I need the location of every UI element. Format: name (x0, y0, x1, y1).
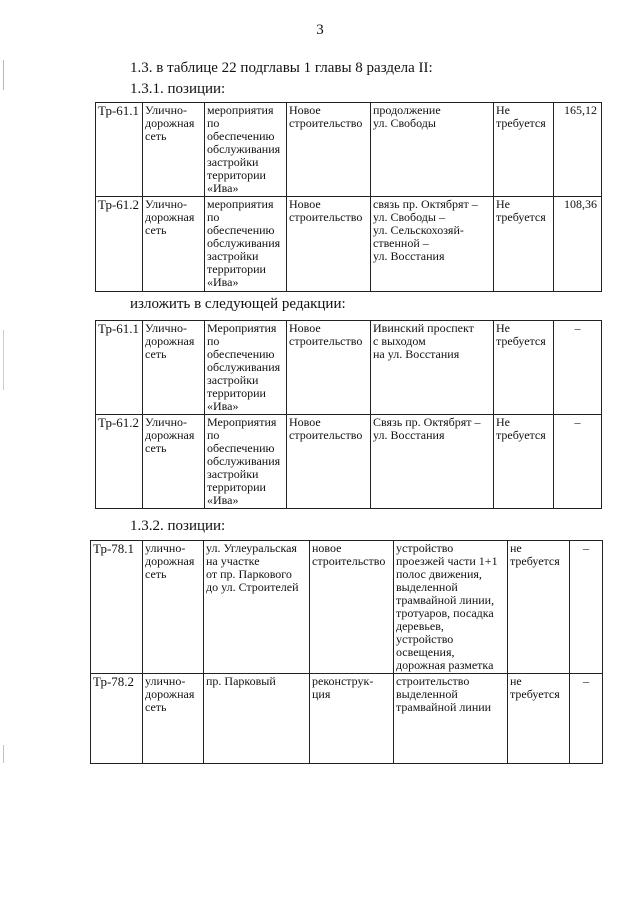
table-row (96, 103, 602, 197)
requirement-cell: Не требуется (494, 321, 554, 415)
description-cell: продолжение ул. Свободы (371, 103, 494, 197)
position-code: Тр-78.1 (91, 541, 143, 674)
subsection-heading: 1.3.1. позиции: (130, 81, 226, 97)
positions-table-old (95, 102, 602, 292)
value-cell: – (570, 541, 603, 674)
value-cell: – (554, 415, 602, 509)
value-cell: 108,36 (554, 197, 602, 292)
requirement-cell: Не требуется (494, 103, 554, 197)
positions-table-2 (90, 540, 603, 764)
instruction-heading: изложить в следующей редакции: (130, 296, 346, 312)
category-cell: улично- дорожная сеть (143, 541, 204, 674)
work-type-cell: Новое строительство (287, 415, 371, 509)
object-name-cell: Мероприятия по обеспечению обслуживания застройки территории «Ива» (205, 415, 287, 509)
description-cell: Связь пр. Октябрят – ул. Восстания (371, 415, 494, 509)
requirement-cell: Не требуется (494, 197, 554, 292)
object-name-cell: мероприятия по обеспечению обслуживания застройки территории «Ива» (205, 103, 287, 197)
position-code: Тр-61.2 (96, 197, 143, 292)
value-cell: 165,12 (554, 103, 602, 197)
category-cell: Улично- дорожная сеть (143, 415, 205, 509)
position-code: Тр-78.2 (91, 674, 143, 764)
work-type-cell: реконструк- ция (310, 674, 394, 764)
scan-mark (3, 330, 4, 390)
work-type-cell: Новое строительство (287, 103, 371, 197)
position-code: Тр-61.1 (96, 103, 143, 197)
work-type-cell: Новое строительство (287, 197, 371, 292)
table-row (96, 415, 602, 509)
table-row (96, 197, 602, 292)
position-code: Тр-61.1 (96, 321, 143, 415)
table-row (96, 321, 602, 415)
section-heading: 1.3. в таблице 22 подглавы 1 главы 8 раздела II: (130, 60, 433, 76)
work-type-cell: Новое строительство (287, 321, 371, 415)
page-number: 3 (316, 22, 324, 38)
object-name-cell: Мероприятия по обеспечению обслуживания застройки территории «Ива» (205, 321, 287, 415)
subsection-heading-2: 1.3.2. позиции: (130, 518, 226, 534)
positions-table-new (95, 320, 602, 509)
category-cell: Улично- дорожная сеть (143, 321, 205, 415)
description-cell: строительство выделенной трамвайной линии (394, 674, 508, 764)
object-name-cell: пр. Парковый (204, 674, 310, 764)
category-cell: Улично- дорожная сеть (143, 103, 205, 197)
description-cell: устройство проезжей части 1+1 полос движения, выделенной трамвайной линии, тротуаров, посадка деревьев, устройство освещения, дорожная разметка (394, 541, 508, 674)
value-cell: – (570, 674, 603, 764)
table-row (91, 541, 603, 674)
table-row (91, 674, 603, 764)
value-cell: – (554, 321, 602, 415)
description-cell: Ивинский проспект с выходом на ул. Восстания (371, 321, 494, 415)
object-name-cell: мероприятия по обеспечению обслуживания застройки территории «Ива» (205, 197, 287, 292)
requirement-cell: не требуется (508, 674, 570, 764)
scan-mark (3, 60, 4, 90)
work-type-cell: новое строительство (310, 541, 394, 674)
object-name-cell: ул. Углеуральская на участке от пр. Паркового до ул. Строителей (204, 541, 310, 674)
requirement-cell: не требуется (508, 541, 570, 674)
category-cell: Улично- дорожная сеть (143, 197, 205, 292)
description-cell: связь пр. Октябрят – ул. Свободы – ул. Сельскохозяй- ственной – ул. Восстания (371, 197, 494, 292)
requirement-cell: Не требуется (494, 415, 554, 509)
category-cell: улично- дорожная сеть (143, 674, 204, 764)
position-code: Тр-61.2 (96, 415, 143, 509)
scan-mark (3, 745, 4, 763)
